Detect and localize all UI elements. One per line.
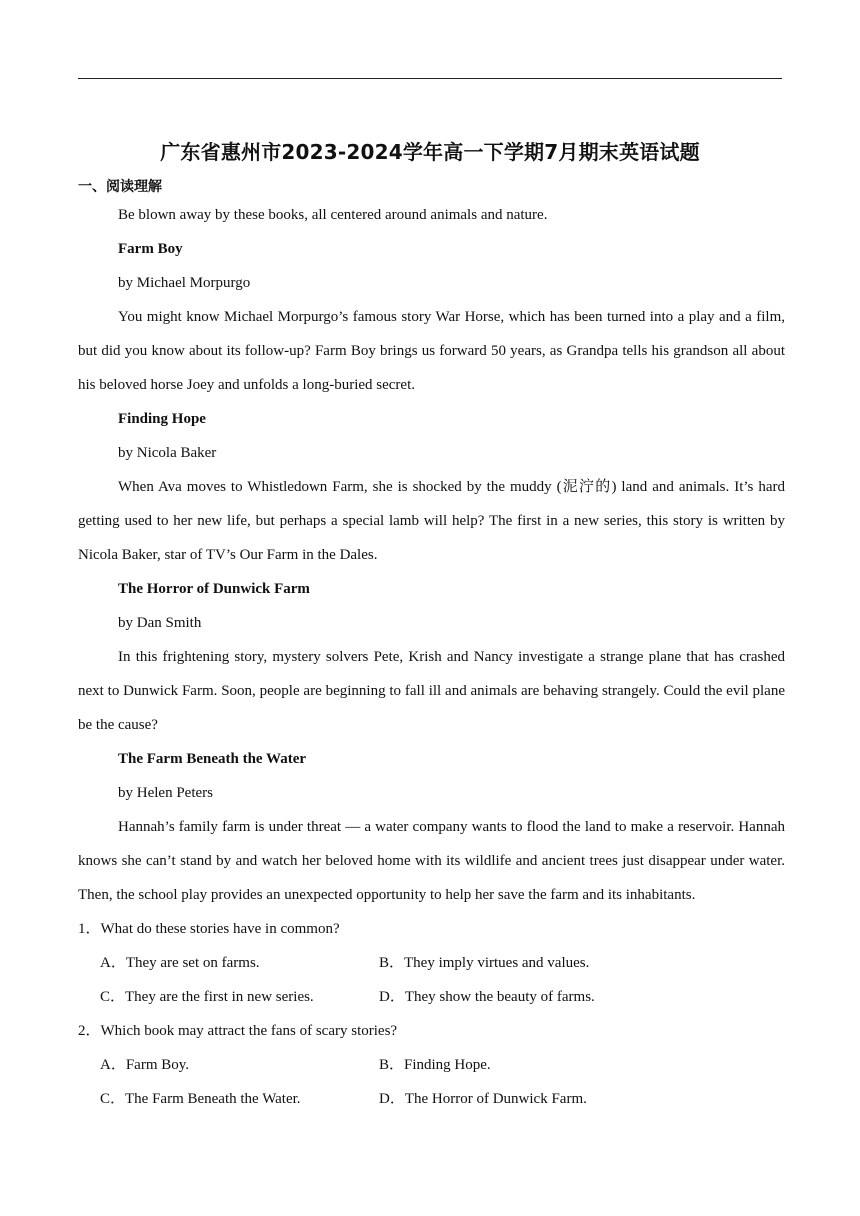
book-author: by Nicola Baker	[118, 445, 217, 461]
book-author: by Dan Smith	[118, 615, 202, 631]
option-row	[78, 1082, 785, 1116]
header-rule	[78, 78, 782, 79]
question-stem: 2．Which book may attract the fans of scary stories?	[78, 1023, 398, 1039]
answer-option[interactable]: C．They are the first in new series.	[100, 989, 314, 1005]
book-description: You might know Michael Morpurgo’s famous story War Horse, which has been turned into a play and a film, but did you know about its follow-up? Farm Boy brings us forward 50 years, as Grandpa tells his grandson all about his beloved horse Joey and unfolds a long-buried secret.	[78, 309, 785, 393]
answer-option[interactable]: A．They are set on farms.	[100, 955, 260, 971]
option-row	[78, 980, 785, 1014]
answer-option[interactable]: B．They imply virtues and values.	[379, 955, 590, 971]
book-author: by Michael Morpurgo	[118, 275, 251, 291]
page-title: 广东省惠州市2023-2024学年高一下学期7月期末英语试题	[160, 140, 700, 164]
book-description: Hannah’s family farm is under threat — a water company wants to flood the land to make a reservoir. Hannah knows she can’t stand by and watch her beloved home with its wildlife and ancient trees just disappear under water. Then, the school play provides an unexpected opportunity to help her save the farm and its inhabitants.	[78, 819, 785, 903]
answer-option[interactable]: D．The Horror of Dunwick Farm.	[379, 1091, 587, 1107]
answer-option[interactable]: B．Finding Hope.	[379, 1057, 491, 1073]
section-heading: 一、阅读理解	[78, 179, 162, 195]
answer-option[interactable]: D．They show the beauty of farms.	[379, 989, 595, 1005]
answer-option[interactable]: A．Farm Boy.	[100, 1057, 190, 1073]
answer-option[interactable]: C．The Farm Beneath the Water.	[100, 1091, 301, 1107]
book-description: In this frightening story, mystery solvers Pete, Krish and Nancy investigate a strange plane that has crashed next to Dunwick Farm. Soon, people are beginning to fall ill and animals are behaving strangely. Could the evil plane be the cause?	[78, 649, 785, 733]
book-title: The Farm Beneath the Water	[118, 751, 307, 767]
intro-paragraph: Be blown away by these books, all centered around animals and nature.	[118, 207, 548, 223]
passage	[78, 198, 785, 1116]
book-title: Finding Hope	[118, 411, 206, 427]
book-title: Farm Boy	[118, 241, 183, 257]
book-description: When Ava moves to Whistledown Farm, she is shocked by the muddy (泥泞的) land and animals. It’s hard getting used to her new life, but perhaps a special lamb will help? The first in a new series, this story is written by Nicola Baker, star of TV’s Our Farm in the Dales.	[78, 479, 785, 563]
book-author: by Helen Peters	[118, 785, 213, 801]
question-stem: 1．What do these stories have in common?	[78, 921, 340, 937]
book-title: The Horror of Dunwick Farm	[118, 581, 310, 597]
option-row	[78, 1048, 785, 1082]
option-row	[78, 946, 785, 980]
